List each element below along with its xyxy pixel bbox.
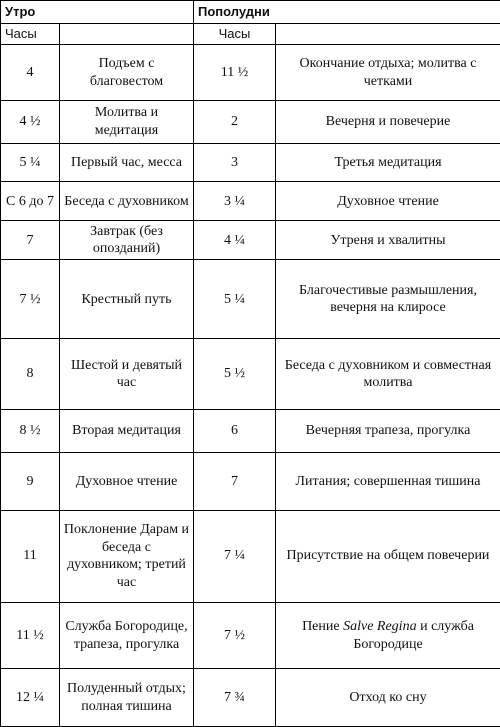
afternoon-hours-label: Часы [194, 23, 276, 45]
morning-time: 8 [1, 339, 60, 410]
morning-hours-label: Часы [1, 23, 60, 45]
afternoon-time: 5 ¼ [194, 260, 276, 339]
table-row [1, 260, 500, 339]
afternoon-activity: Духовное чтение [276, 182, 500, 221]
afternoon-time: 11 ½ [194, 45, 276, 101]
hours-row [1, 23, 500, 45]
morning-activity: Крестный путь [60, 260, 194, 339]
morning-time: 11 ½ [1, 602, 60, 669]
afternoon-time: 7 ¾ [194, 669, 276, 727]
table-row [1, 669, 500, 727]
afternoon-activity: Вечерня и повечерие [276, 101, 500, 143]
table-row [1, 45, 500, 101]
table-row [1, 101, 500, 143]
table-row [1, 182, 500, 221]
activity-text: Пение [302, 619, 344, 635]
morning-activity: Подъем с благовестом [60, 45, 194, 101]
morning-header: Утро [1, 1, 194, 24]
morning-time: 12 ¼ [1, 669, 60, 727]
table-row [1, 339, 500, 410]
salve-regina-title: Salve Regina [343, 619, 417, 635]
morning-activity: Первый час, месса [60, 143, 194, 182]
morning-activity: Шестой и девятый час [60, 339, 194, 410]
morning-time: 4 [1, 45, 60, 101]
morning-activity: Поклонение Дарам и беседа с духовником; третий час [60, 510, 194, 602]
afternoon-time: 3 [194, 143, 276, 182]
table-row [1, 143, 500, 182]
afternoon-time: 3 ¼ [194, 182, 276, 221]
morning-time: 5 ¼ [1, 143, 60, 182]
table-row [1, 510, 500, 602]
afternoon-time: 7 ¼ [194, 510, 276, 602]
afternoon-time: 7 [194, 453, 276, 510]
morning-time: 11 [1, 510, 60, 602]
table-row [1, 410, 500, 453]
morning-time: 7 [1, 221, 60, 260]
afternoon-activity: Беседа с духовником и совместная молитва [276, 339, 500, 410]
morning-time: 8 ½ [1, 410, 60, 453]
table-row [1, 602, 500, 669]
activity-text: и служба Богородице [353, 619, 474, 652]
afternoon-activity: Вечерняя трапеза, прогулка [276, 410, 500, 453]
afternoon-activity: Присутствие на общем повечерии [276, 510, 500, 602]
afternoon-activity: Отход ко сну [276, 669, 500, 727]
morning-time: 7 ½ [1, 260, 60, 339]
table-row [1, 221, 500, 260]
afternoon-activity: Третья медитация [276, 143, 500, 182]
morning-activity: Молитва и медитация [60, 101, 194, 143]
afternoon-activity: Окончание отдыха; молитва с четками [276, 45, 500, 101]
afternoon-time: 2 [194, 101, 276, 143]
header-row [1, 1, 500, 24]
afternoon-activity: Литания; совершенная тишина [276, 453, 500, 510]
afternoon-header: Пополудни [194, 1, 500, 24]
afternoon-activity [276, 602, 500, 669]
afternoon-time: 7 ½ [194, 602, 276, 669]
afternoon-time: 6 [194, 410, 276, 453]
morning-time: 9 [1, 453, 60, 510]
afternoon-activity: Благочестивые размышления, вечерня на клиросе [276, 260, 500, 339]
afternoon-activity-header [276, 23, 500, 45]
table-row [1, 453, 500, 510]
afternoon-time: 4 ¼ [194, 221, 276, 260]
morning-activity: Служба Богородице, трапеза, прогулка [60, 602, 194, 669]
morning-activity: Духовное чтение [60, 453, 194, 510]
morning-activity: Завтрак (без опозданий) [60, 221, 194, 260]
morning-activity: Вторая медитация [60, 410, 194, 453]
morning-activity-header [60, 23, 194, 45]
afternoon-activity: Утреня и хвалитны [276, 221, 500, 260]
morning-activity: Полуденный отдых; полная тишина [60, 669, 194, 727]
afternoon-time: 5 ½ [194, 339, 276, 410]
morning-time: 4 ½ [1, 101, 60, 143]
morning-activity: Беседа с духовником [60, 182, 194, 221]
morning-time: С 6 до 7 [1, 182, 60, 221]
